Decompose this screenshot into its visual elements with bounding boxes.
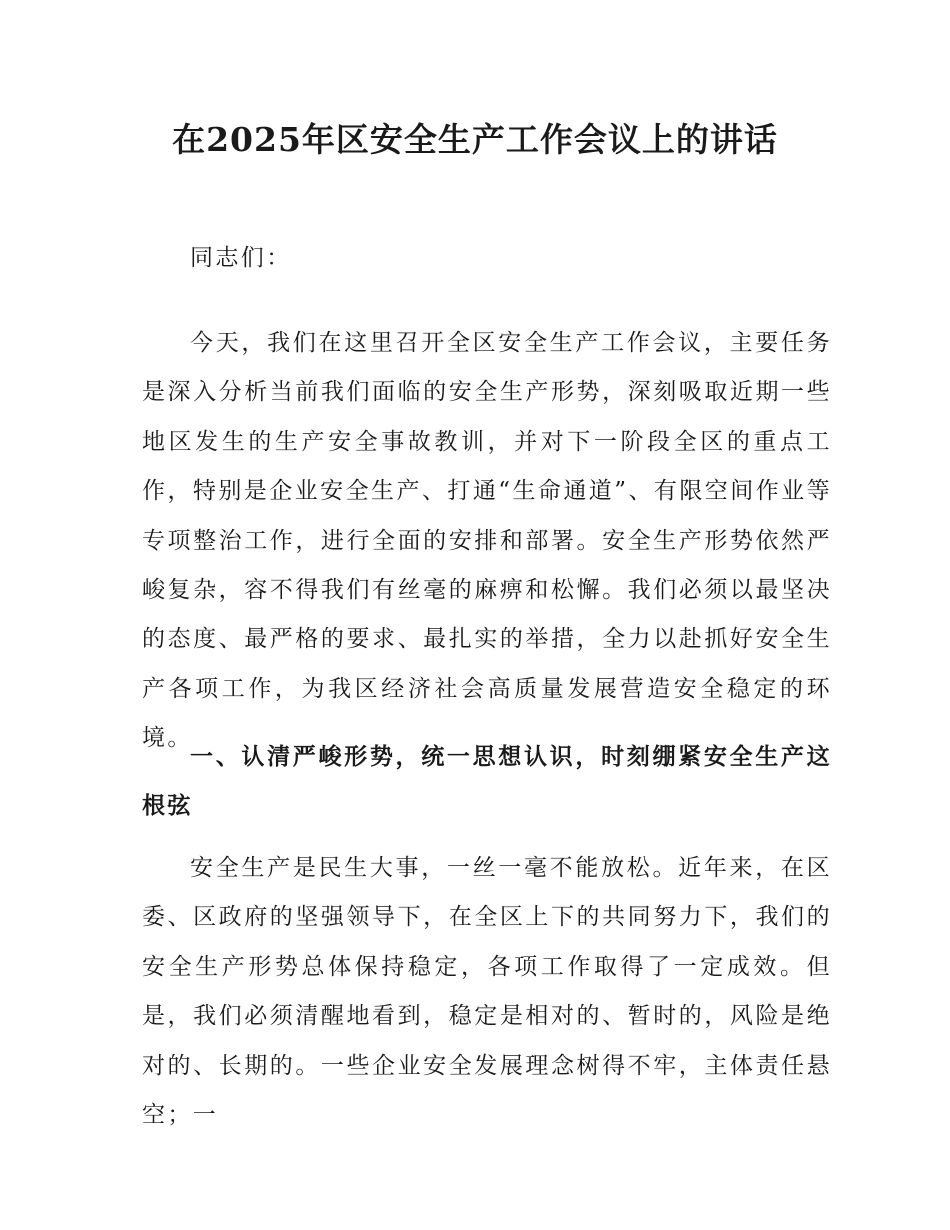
greeting: 同志们： [190, 245, 292, 271]
document-title: 在2025年区安全生产工作会议上的讲话 [172, 120, 778, 159]
paragraph-opening: 今天，我们在这里召开全区安全生产工作会议，主要任务是深入分析当前我们面临的安全生产形势，深刻吸取近期一些地区发生的生产安全事故教训，并对下一阶段全区的重点工作，特别是企业安全生产、打通“生命通道”、有限空间作业等专项整治工作，进行全面的安排和部署。安全生产形势依然严峻复杂，容不得我们有丝毫的麻痹和松懈。我们必须以最坚决的态度、最严格的要求、最扎实的举措，全力以赴抓好安全生产各项工作，为我区经济社会高质量发展营造安全稳定的环境。 [142, 330, 832, 752]
section-heading-1: 一、认清严峻形势，统一思想认识，时刻绷紧安全生产这根弦 [142, 744, 832, 820]
paragraph-section-1: 安全生产是民生大事，一丝一毫不能放松。近年来，在区委、区政府的坚强领导下，在全区上下的共同努力下，我们的安全生产形势总体保持稳定，各项工作取得了一定成效。但是，我们必须清醒地看到，稳定是相对的、暂时的，风险是绝对的、长期的。一些企业安全发展理念树得不牢，主体责任悬空；一 [142, 855, 832, 1129]
